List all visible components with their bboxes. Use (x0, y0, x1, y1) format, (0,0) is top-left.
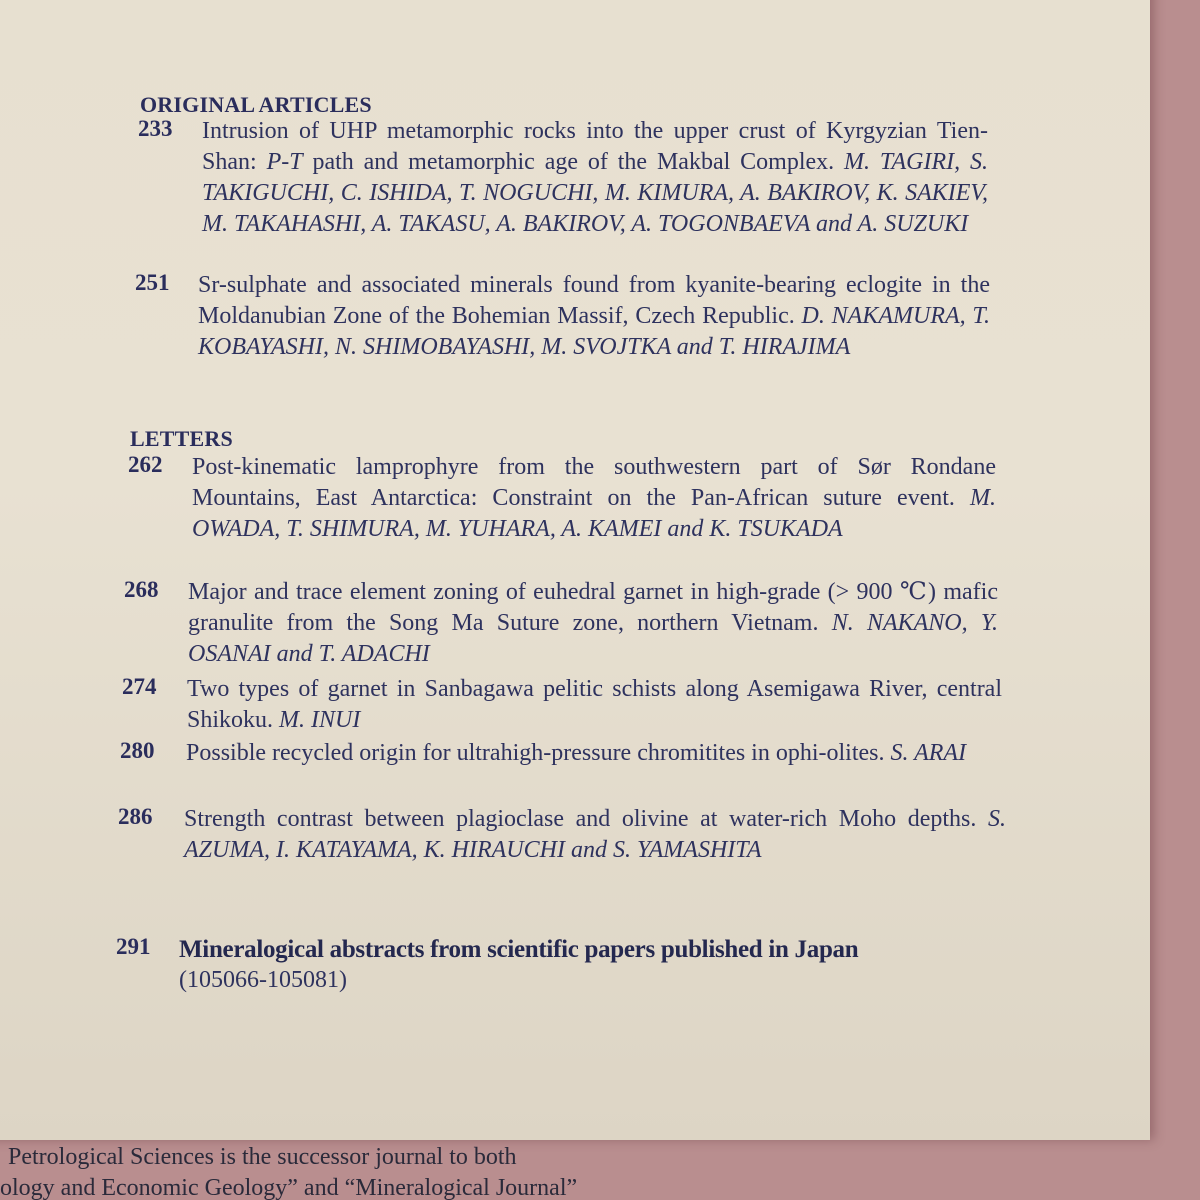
entry-title: Possible recycled origin for ultrahigh-pressure chromitites in ophi-olites. (186, 740, 891, 766)
entry-authors: D. NAKAMURA, T. KOBAYASHI, N. SHIMOBAYASHI, M. SVOJTKA and T. HIRAJIMA (198, 303, 990, 360)
page-number: 280 (120, 738, 155, 763)
page-number: 251 (135, 270, 170, 295)
entry-authors: M. TAGIRI, S. TAKIGUCHI, C. ISHIDA, T. NOGUCHI, M. KIMURA, A. BAKIROV, K. SAKIEV, M. TAKAHASHI, A. TAKASU, A. BAKIROV, A. TOGONBAEVA and A. SUZUKI (202, 149, 988, 237)
entry-authors: S. AZUMA, I. KATAYAMA, K. HIRAUCHI and S. YAMASHITA (184, 806, 1006, 863)
page-number: 291 (116, 934, 151, 959)
entry-text (184, 804, 1006, 866)
section-heading-letters: LETTERS (130, 426, 233, 451)
footer-line-1: Petrological Sciences is the successor journal to both (8, 1144, 517, 1170)
entry-title: Strength contrast between plagioclase and olivine at water-rich Moho depths. (184, 806, 988, 832)
section-heading-original-articles: ORIGINAL ARTICLES (140, 92, 372, 117)
entry-text (186, 738, 1004, 769)
entry-authors: M. OWADA, T. SHIMURA, M. YUHARA, A. KAMEI and K. TSUKADA (192, 485, 996, 542)
entry-text (202, 116, 988, 240)
entry-authors: M. INUI (279, 707, 361, 733)
page-number: 233 (138, 116, 173, 141)
entry-text (179, 934, 999, 996)
entry-text (187, 674, 1002, 736)
footer-line-2: ology and Economic Geology” and “Mineralogical Journal” (0, 1175, 578, 1200)
entry-authors: N. NAKANO, Y. OSANAI and T. ADACHI (188, 610, 999, 667)
entry-title-italic: P-T (266, 149, 303, 175)
entry-text (188, 577, 998, 670)
entry-title: Two types of garnet in Sanbagawa pelitic schists along Asemigawa River, central Shikoku. (187, 676, 1002, 733)
entry-title: Sr-sulphate and associated minerals found from kyanite-bearing eclogite in the Moldanubian Zone of the Bohemian Massif, Czech Republic. (198, 272, 990, 329)
entry-title: Major and trace element zoning of euhedral garnet in high-grade (> 900 ℃) mafic granulite from the Song Ma Suture zone, northern Vietnam. (188, 579, 998, 636)
entry-title: Intrusion of UHP metamorphic rocks into the upper crust of Kyrgyzian Tien-Shan: (202, 118, 988, 175)
abstracts-range: (105066-105081) (179, 967, 347, 993)
entry-title-cont: path and metamorphic age of the Makbal Complex. (302, 149, 845, 175)
page-number: 274 (122, 674, 157, 699)
entry-text (198, 270, 990, 363)
abstracts-title: Mineralogical abstracts from scientific papers published in Japan (179, 936, 859, 963)
entry-authors: S. ARAI (890, 740, 967, 766)
entry-title: Post-kinematic lamprophyre from the southwestern part of Sør Rondane Mountains, East Antarctica: Constraint on the Pan-African suture event. (192, 454, 996, 511)
page-number: 262 (128, 452, 163, 477)
page-number: 268 (124, 577, 159, 602)
entry-text (192, 452, 996, 545)
page-number: 286 (118, 804, 153, 829)
